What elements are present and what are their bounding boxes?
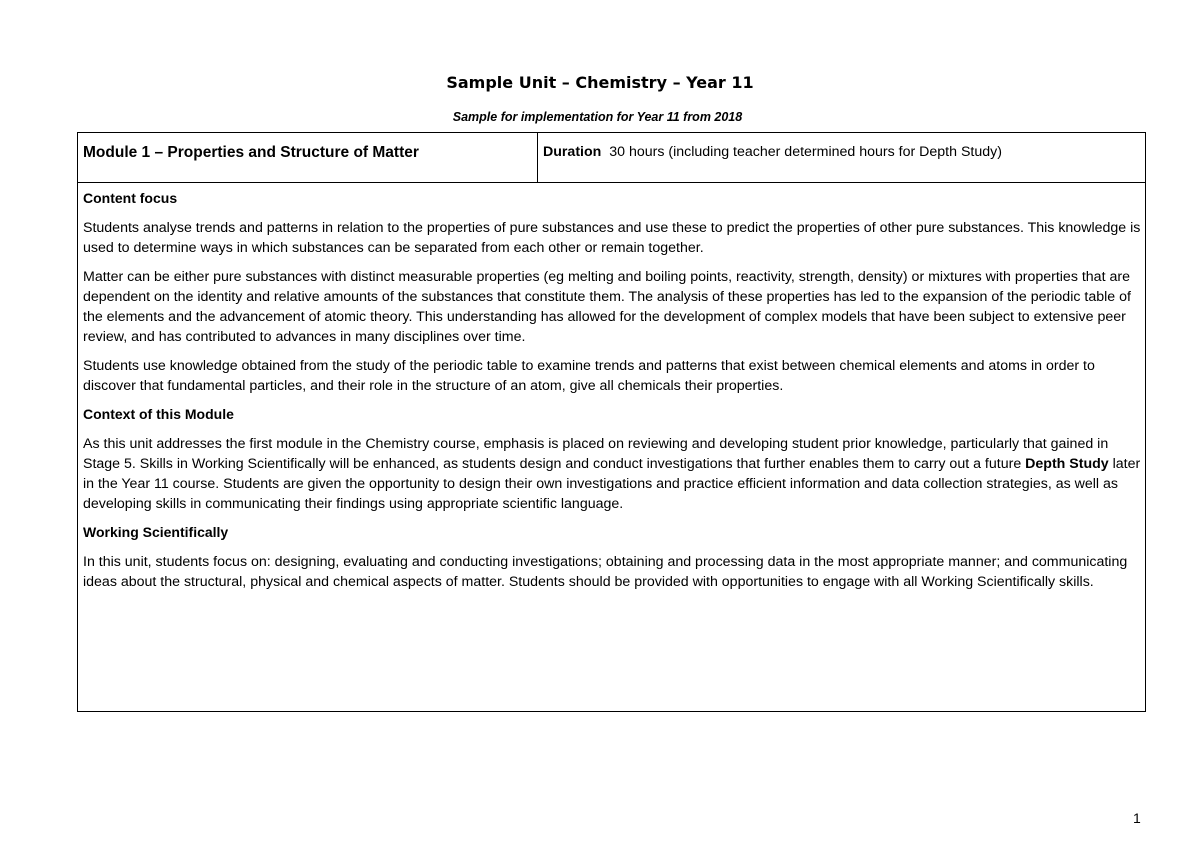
working-scientifically-heading: Working Scientifically bbox=[83, 524, 229, 540]
duration-text bbox=[543, 143, 1002, 161]
page-number: 1 bbox=[1133, 810, 1141, 826]
content-focus-paragraph-2: Matter can be either pure substances with distinct measurable properties (eg melting and boiling points, reactivity, strength, density) or mixtures with properties that are dependent on the identity and relative amounts of the substances that constitute them. The analysis of these properties has led to the expansion of the periodic table of the elements and the advancement of atomic theory. This understanding has allowed for the development of complex models that have been subject to extensive peer review, and has contributed to advances in many disciplines over time. bbox=[83, 269, 1131, 345]
content-cell bbox=[83, 189, 1143, 592]
content-focus-heading: Content focus bbox=[83, 190, 178, 206]
duration-cell bbox=[538, 133, 1145, 182]
context-text-after: later in the Year 11 course. Students are given the opportunity to design their own investigations and practice efficient information and data collection strategies, as well as developing skills in communicating their findings using appropriate scientific language. bbox=[83, 456, 1141, 512]
depth-study-term: Depth Study bbox=[1025, 456, 1109, 472]
document-subtitle: Sample for implementation for Year 11 from 2018 bbox=[452, 110, 743, 124]
module-table bbox=[77, 132, 1146, 712]
duration-value: 30 hours (including teacher determined hours for Depth Study) bbox=[609, 144, 1002, 160]
module-title-cell bbox=[78, 133, 538, 182]
module-header-row bbox=[78, 133, 1145, 183]
module-title: Module 1 – Properties and Structure of Matter bbox=[83, 144, 419, 161]
duration-label: Duration bbox=[543, 144, 602, 160]
document-title: Sample Unit – Chemistry – Year 11 bbox=[446, 73, 754, 92]
working-scientifically-paragraph: In this unit, students focus on: designing, evaluating and conducting investigations; obtaining and processing data in the most appropriate manner; and communicating ideas about the structural, physical and chemical aspects of matter. Students should be provided with opportunities to engage with all Working Scientifically skills. bbox=[83, 554, 1128, 590]
context-text-before: As this unit addresses the first module in the Chemistry course, emphasis is placed on reviewing and developing student prior knowledge, particularly that gained in Stage 5. Skills in Working Scientifically will be enhanced, as students design and conduct investigations that further enables them to carry out a future bbox=[83, 436, 1109, 472]
content-focus-paragraph-3: Students use knowledge obtained from the study of the periodic table to examine trends and patterns that exist between chemical elements and atoms in order to discover that fundamental particles, and their role in the structure of an atom, give all chemicals their properties. bbox=[83, 358, 1095, 394]
context-paragraph bbox=[83, 434, 1143, 514]
content-focus-paragraph-1: Students analyse trends and patterns in relation to the properties of pure substances and use these to predict the properties of other pure substances. This knowledge is used to determine ways in which substances can be separated from each other or remain together. bbox=[83, 220, 1141, 256]
context-heading: Context of this Module bbox=[83, 406, 234, 422]
